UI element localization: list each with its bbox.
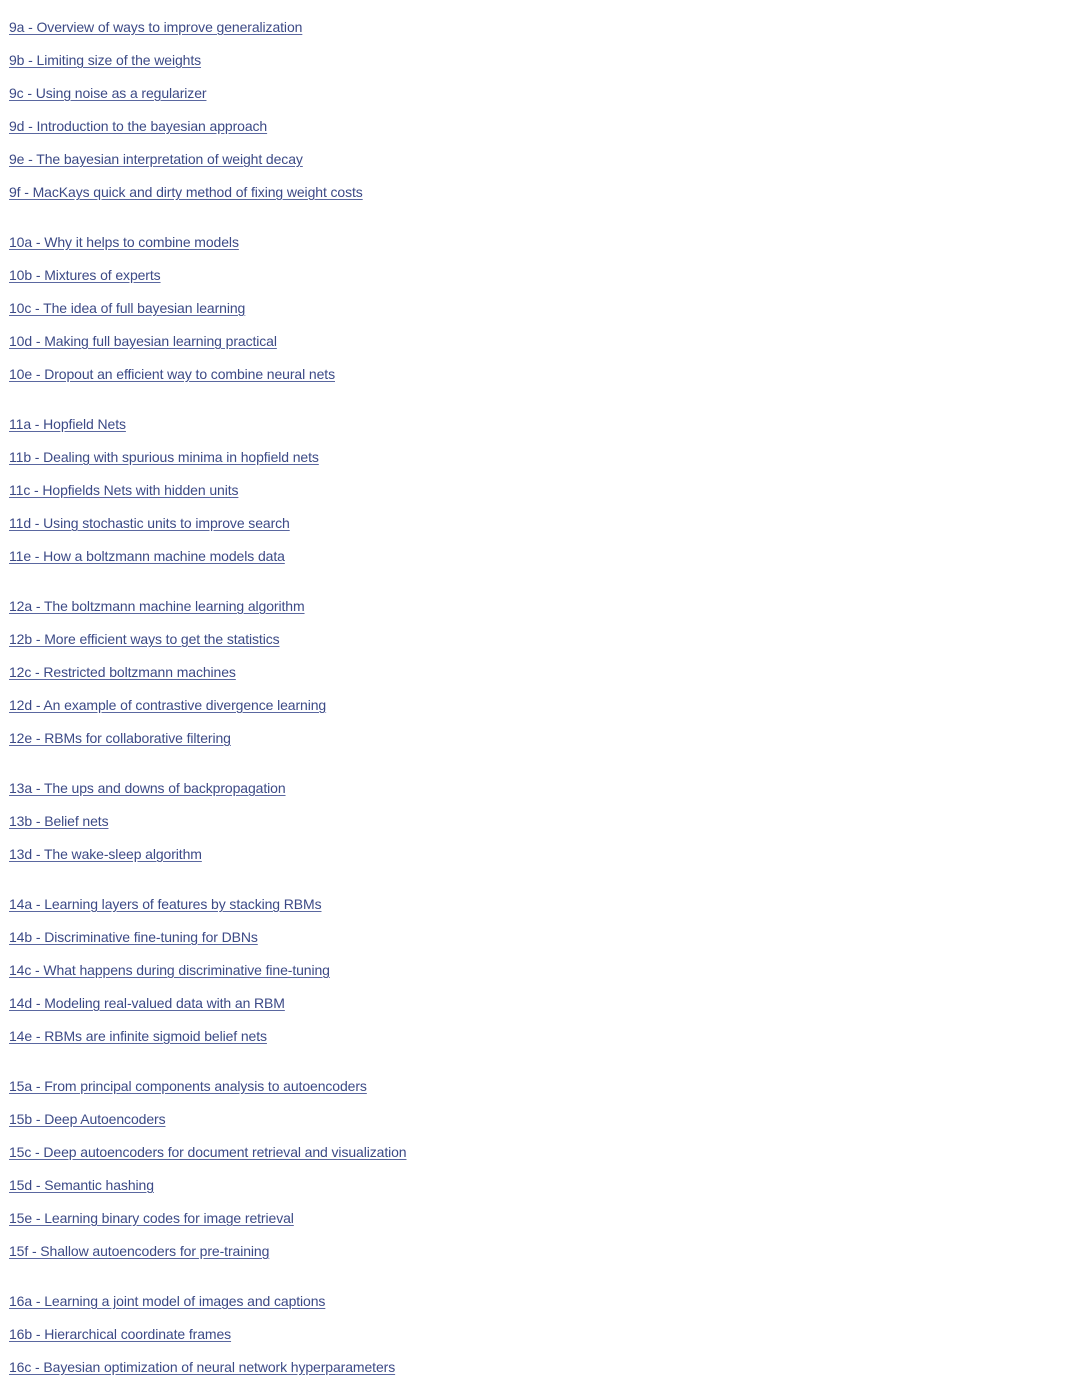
- lecture-link[interactable]: 12b - More efficient ways to get the statistics: [9, 631, 280, 647]
- lecture-link[interactable]: 10a - Why it helps to combine models: [9, 234, 239, 250]
- lecture-link[interactable]: 9c - Using noise as a regularizer: [9, 85, 207, 101]
- lecture-link[interactable]: 14b - Discriminative fine-tuning for DBNs: [9, 929, 258, 945]
- lecture-link[interactable]: 11d - Using stochastic units to improve search: [9, 515, 290, 531]
- lecture-link[interactable]: 12e - RBMs for collaborative filtering: [9, 730, 231, 746]
- lecture-link[interactable]: 11a - Hopfield Nets: [9, 416, 126, 432]
- lecture-link[interactable]: 15b - Deep Autoencoders: [9, 1111, 166, 1127]
- lecture-link[interactable]: 13d - The wake-sleep algorithm: [9, 846, 202, 862]
- lecture-group: [9, 414, 1080, 579]
- lecture-link[interactable]: 12d - An example of contrastive divergence learning: [9, 697, 327, 713]
- lecture-link[interactable]: 10e - Dropout an efficient way to combine neural nets: [9, 366, 335, 382]
- lecture-link[interactable]: 16c - Bayesian optimization of neural network hyperparameters: [9, 1359, 396, 1375]
- lecture-group: [9, 17, 1080, 215]
- lecture-link[interactable]: 14e - RBMs are infinite sigmoid belief nets: [9, 1028, 267, 1044]
- lecture-link[interactable]: 15c - Deep autoencoders for document retrieval and visualization: [9, 1144, 407, 1160]
- lecture-link[interactable]: 9a - Overview of ways to improve generalization: [9, 19, 303, 35]
- lecture-link[interactable]: 14a - Learning layers of features by stacking RBMs: [9, 896, 322, 912]
- lecture-group: [9, 232, 1080, 397]
- lecture-link[interactable]: 16a - Learning a joint model of images and captions: [9, 1293, 326, 1309]
- lecture-link[interactable]: 15e - Learning binary codes for image retrieval: [9, 1210, 294, 1226]
- lecture-link[interactable]: 15a - From principal components analysis to autoencoders: [9, 1078, 367, 1094]
- lecture-link[interactable]: 15d - Semantic hashing: [9, 1177, 154, 1193]
- lecture-group: [9, 778, 1080, 877]
- lecture-link[interactable]: 14c - What happens during discriminative fine-tuning: [9, 962, 330, 978]
- lecture-link[interactable]: 15f - Shallow autoencoders for pre-training: [9, 1243, 270, 1259]
- lecture-link[interactable]: 12c - Restricted boltzmann machines: [9, 664, 236, 680]
- lecture-group: [9, 596, 1080, 761]
- lecture-link[interactable]: 16b - Hierarchical coordinate frames: [9, 1326, 232, 1342]
- lecture-link[interactable]: 11c - Hopfields Nets with hidden units: [9, 482, 239, 498]
- lecture-group: [9, 1076, 1080, 1274]
- lecture-link[interactable]: 13a - The ups and downs of backpropagation: [9, 780, 286, 796]
- lecture-link[interactable]: 10c - The idea of full bayesian learning: [9, 300, 246, 316]
- lecture-link[interactable]: 11e - How a boltzmann machine models data: [9, 548, 285, 564]
- lecture-group: [9, 1291, 1080, 1390]
- lecture-link[interactable]: 9d - Introduction to the bayesian approach: [9, 118, 268, 134]
- lecture-link[interactable]: 13b - Belief nets: [9, 813, 109, 829]
- lecture-link[interactable]: 9b - Limiting size of the weights: [9, 52, 202, 68]
- lecture-link[interactable]: 9f - MacKays quick and dirty method of fixing weight costs: [9, 184, 363, 200]
- lecture-link[interactable]: 11b - Dealing with spurious minima in hopfield nets: [9, 449, 319, 465]
- lecture-link[interactable]: 10d - Making full bayesian learning practical: [9, 333, 277, 349]
- lecture-link[interactable]: 12a - The boltzmann machine learning algorithm: [9, 598, 305, 614]
- lecture-link[interactable]: 10b - Mixtures of experts: [9, 267, 161, 283]
- lecture-group: [9, 894, 1080, 1059]
- lecture-link[interactable]: 14d - Modeling real-valued data with an RBM: [9, 995, 285, 1011]
- lecture-link[interactable]: 9e - The bayesian interpretation of weight decay: [9, 151, 303, 167]
